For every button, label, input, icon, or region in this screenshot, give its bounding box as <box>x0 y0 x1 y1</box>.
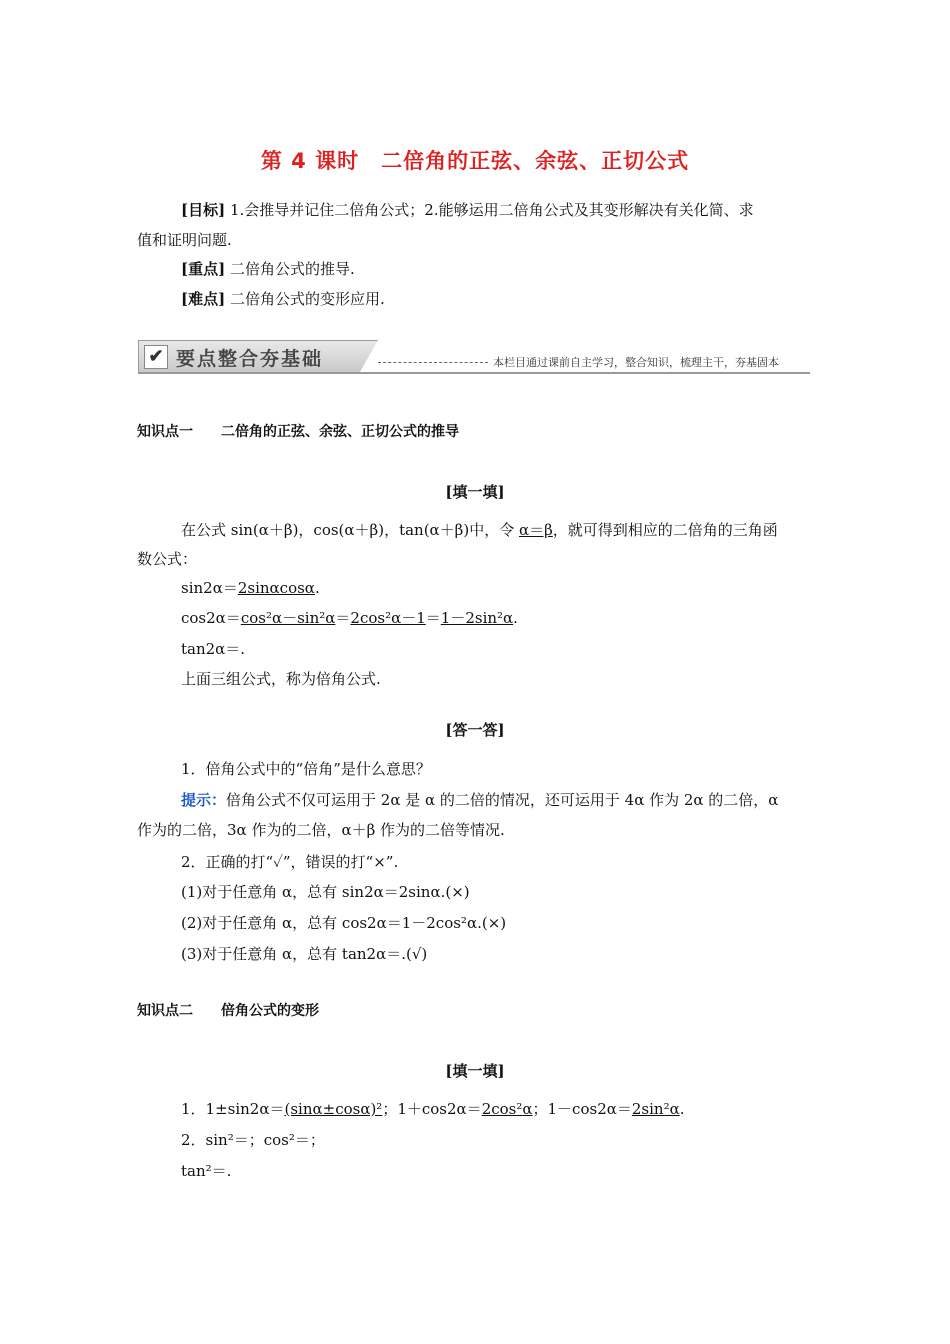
derivation-text-a: 在公式 sin(α＋β)，cos(α＋β)，tan(α＋β)中，令 <box>181 521 519 539</box>
goal-line <box>181 200 754 220</box>
hard-text: 二倍角公式的变形应用. <box>225 290 385 308</box>
hint-line <box>181 790 778 810</box>
key-text: 二倍角公式的推导. <box>225 260 355 278</box>
cos-end: . <box>513 609 518 627</box>
banner-dash-line <box>378 362 488 363</box>
l1-blank-1: (sinα±cosα)² <box>284 1100 383 1118</box>
cos-eq-2: ＝ <box>425 609 441 627</box>
goal-tag: [目标] <box>181 201 226 219</box>
hint-text: 倍角公式不仅可运用于 2α 是 α 的二倍的情况，还可运用于 4α 作为 2α 的二倍，α <box>226 791 779 809</box>
question-2-item-1: (1)对于任意角 α，总有 sin2α＝2sinα.(×) <box>181 883 470 901</box>
cos-rhs-1: cos²α－sin²α <box>240 609 336 627</box>
tan-double-angle-formula: tan2α＝. <box>181 640 246 658</box>
transform-formula-3: tan²＝. <box>181 1162 232 1180</box>
key-point-line <box>181 259 355 279</box>
cos-double-angle-formula <box>181 608 518 628</box>
lesson-title: 第 4 课时 二倍角的正弦、余弦、正切公式 <box>260 149 690 173</box>
sin-rhs-blank: 2sinαcosα <box>237 579 315 597</box>
hint-text-cont: 作为的二倍，3α 作为的二倍，α＋β 作为的二倍等情况. <box>137 821 505 839</box>
check-icon: ✔ <box>144 345 168 369</box>
difficulty-line <box>181 289 385 309</box>
transform-formula-1 <box>181 1099 685 1119</box>
goal-text: 1.会推导并记住二倍角公式；2.能够运用二倍角公式及其变形解决有关化简、求 <box>225 201 754 219</box>
knowledge-point-1-heading: 知识点一 二倍角的正弦、余弦、正切公式的推导 <box>137 424 459 440</box>
key-tag: [重点] <box>181 260 226 278</box>
formula-summary: 上面三组公式，称为倍角公式. <box>181 670 381 688</box>
transform-formula-2: 2．sin²＝；cos²＝； <box>181 1131 325 1149</box>
sin-lhs: sin2α＝ <box>181 579 238 597</box>
knowledge-point-2-heading: 知识点二 倍角公式的变形 <box>137 1003 319 1019</box>
sin-double-angle-formula <box>181 578 320 598</box>
banner-title: 要点整合夯基础 <box>176 348 324 370</box>
cos-eq-1: ＝ <box>335 609 351 627</box>
derivation-blank: α＝β <box>518 521 553 539</box>
fill-in-label-2: [填一填] <box>445 1062 505 1080</box>
sin-end: . <box>314 579 320 597</box>
goal-text-cont: 值和证明问题. <box>137 231 232 249</box>
question-2-item-2: (2)对于任意角 α，总有 cos2α＝1－2cos²α.(×) <box>181 914 507 932</box>
l1-a: 1．1±sin2α＝ <box>181 1100 285 1118</box>
question-2-item-3: (3)对于任意角 α，总有 tan2α＝.(√) <box>181 945 428 963</box>
question-1: 1．倍角公式中的“倍角”是什么意思？ <box>181 760 431 778</box>
cos-rhs-2: 2cos²α－1 <box>350 609 426 627</box>
derivation-paragraph <box>181 520 778 540</box>
cos-rhs-3: 1－2sin²α <box>440 609 514 627</box>
l1-c: ；1＋cos2α＝ <box>382 1100 482 1118</box>
hard-tag: [难点] <box>181 290 226 308</box>
derivation-text-b: ，就可得到相应的二倍角的三角函 <box>552 521 778 539</box>
l1-blank-2: 2cos²α <box>481 1100 533 1118</box>
question-2: 2．正确的打“✓”，错误的打“×”. <box>181 853 399 871</box>
hint-tag: 提示： <box>181 791 227 809</box>
l1-e: ；1－cos2α＝ <box>532 1100 632 1118</box>
l1-blank-3: 2sin²α <box>631 1100 680 1118</box>
banner-note: 本栏目通过课前自主学习，整合知识，梳理主干，夯基固本 <box>493 356 779 369</box>
cos-lhs: cos2α＝ <box>181 609 241 627</box>
fill-in-label-1: [填一填] <box>445 483 505 501</box>
derivation-paragraph-cont: 数公式： <box>137 550 198 568</box>
l1-g: . <box>679 1100 685 1118</box>
section-banner <box>138 340 810 374</box>
banner-underline <box>138 372 810 374</box>
answer-label: [答一答] <box>445 721 505 739</box>
